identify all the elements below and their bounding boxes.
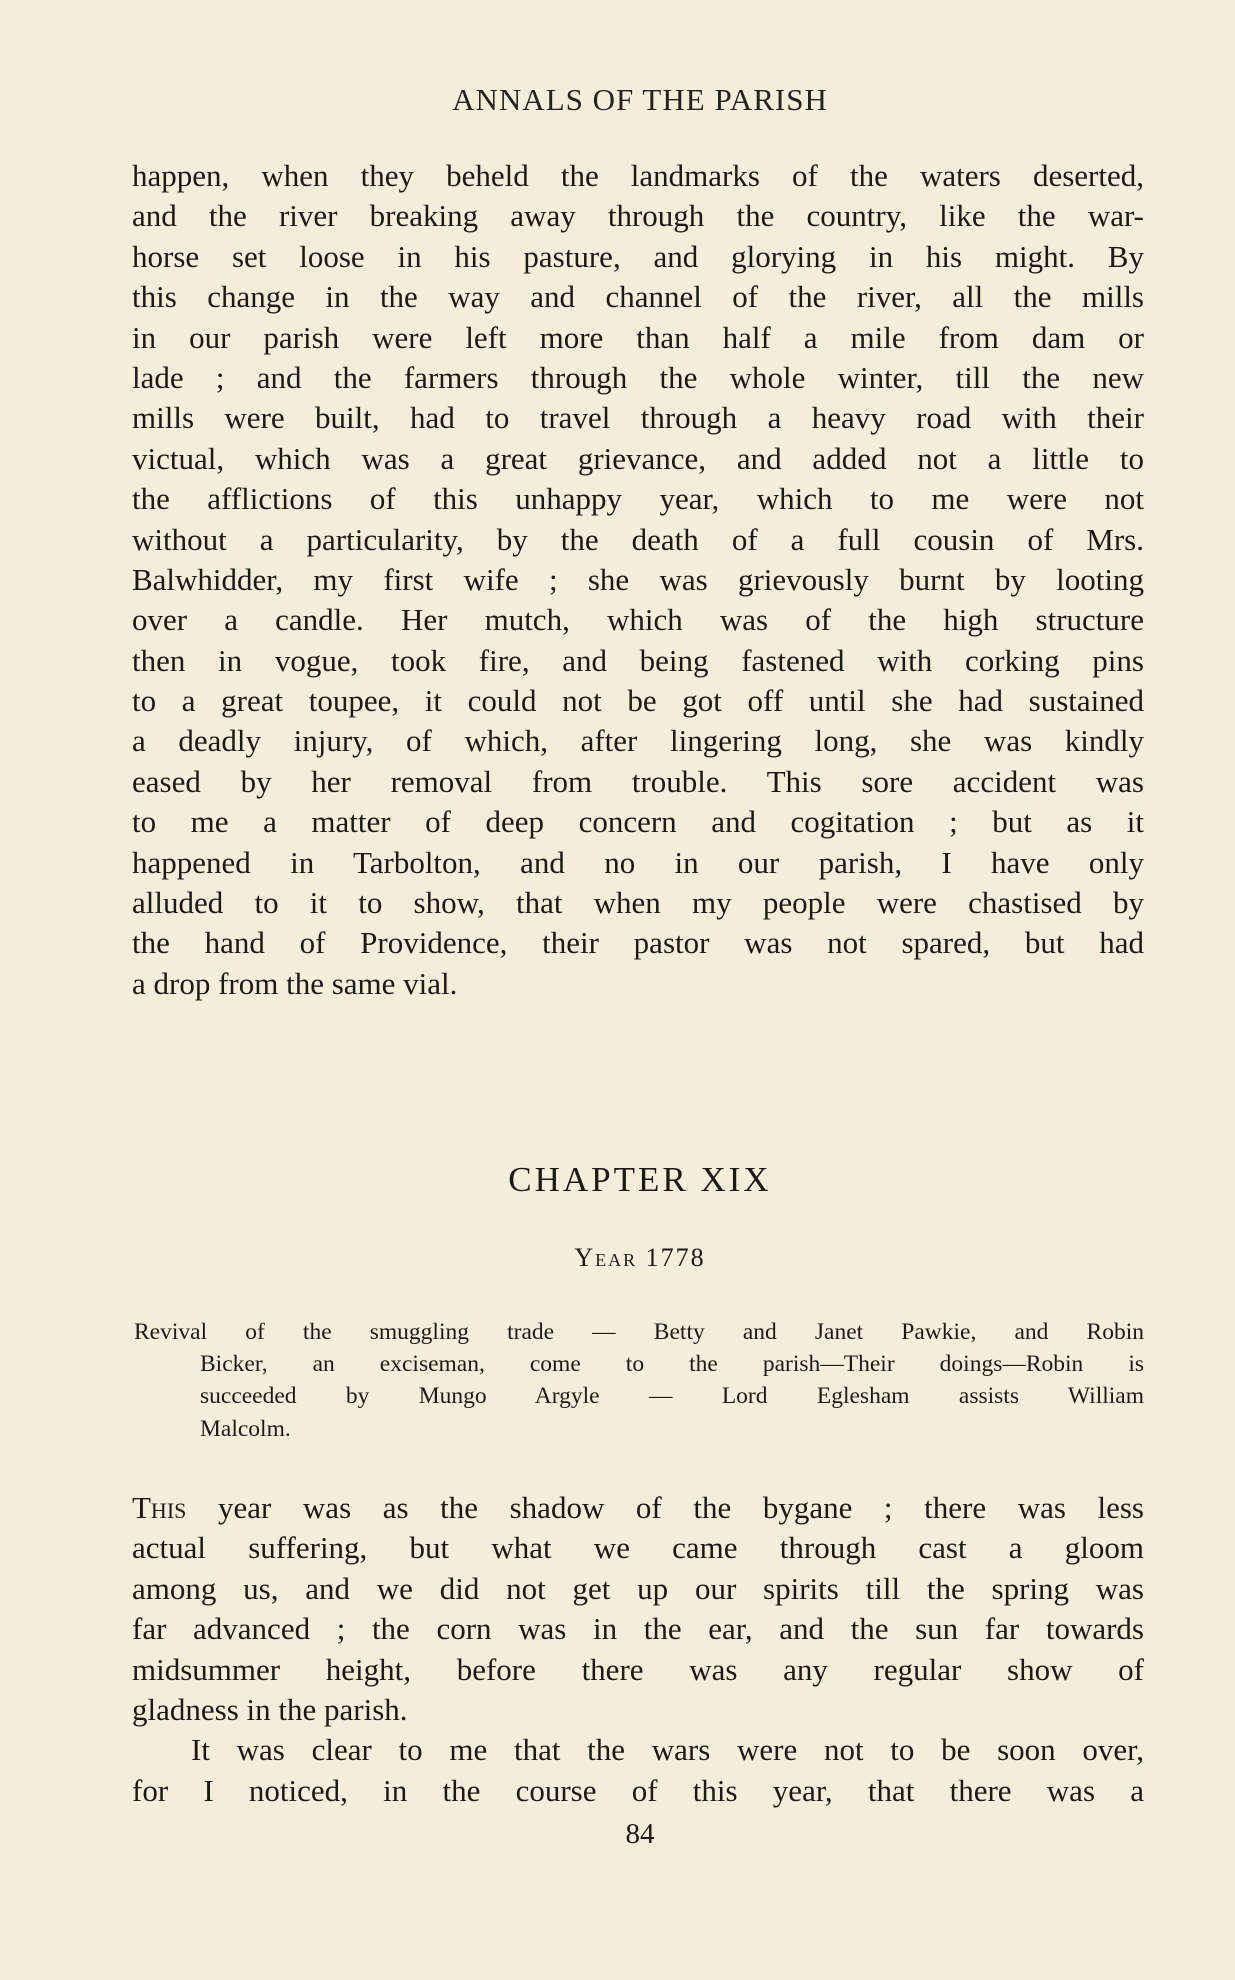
small-caps-lead: This: [132, 1490, 187, 1525]
chapter-title: CHAPTER XIX: [508, 1160, 772, 1199]
summary-line: Revival of the smuggling trade — Betty and Janet Pawkie, and Robin: [134, 1319, 1144, 1345]
body-line: to a great toupee, it could not be got off until she had sustained: [132, 683, 1144, 719]
body-line: without a particularity, by the death of a full cousin of Mrs.: [132, 521, 1144, 557]
body-line: alluded to it to show, that when my people were chastised by: [132, 885, 1144, 921]
body-line: eased by her removal from trouble. This sore accident was: [132, 763, 1144, 799]
body-line: midsummer height, before there was any regular show of: [132, 1651, 1144, 1687]
body-line: then in vogue, took fire, and being fastened with corking pins: [132, 642, 1144, 678]
body-line: for I noticed, in the course of this year, that there was a: [132, 1772, 1144, 1808]
body-line: the hand of Providence, their pastor was not spared, but had: [132, 925, 1144, 961]
body-line: a drop from the same vial.: [132, 965, 458, 1001]
body-line: happen, when they beheld the landmarks of the waters deserted,: [132, 158, 1144, 193]
body-line: far advanced ; the corn was in the ear, and the sun far towards: [132, 1611, 1144, 1647]
running-head: ANNALS OF THE PARISH: [452, 82, 828, 117]
body-line: horse set loose in his pasture, and glorying in his might. By: [132, 238, 1144, 274]
body-line: the afflictions of this unhappy year, which to me were not: [132, 481, 1144, 517]
body-line: lade ; and the farmers through the whole winter, till the new: [132, 359, 1144, 395]
body-line: among us, and we did not get up our spirits till the spring was: [132, 1570, 1144, 1606]
body-line: in our parish were left more than half a mile from dam or: [132, 319, 1144, 355]
chapter-summary: [134, 1316, 1144, 1445]
body-line: happened in Tarbolton, and no in our parish, I have only: [132, 844, 1144, 880]
body-line: gladness in the parish.: [132, 1691, 408, 1727]
body-text-top: [132, 156, 1144, 1004]
summary-line: Bicker, an exciseman, come to the parish—Their doings—Robin is: [200, 1351, 1144, 1378]
body-line: It was clear to me that the wars were not to be soon over,: [191, 1732, 1144, 1768]
summary-line: succeeded by Mungo Argyle — Lord Eglesham assists William: [200, 1383, 1144, 1410]
body-line: mills were built, had to travel through a heavy road with their: [132, 400, 1144, 436]
body-line: to me a matter of deep concern and cogitation ; but as it: [132, 804, 1144, 840]
year-heading: Year 1778: [574, 1243, 706, 1272]
summary-line: Malcolm.: [200, 1415, 291, 1442]
body-line: a deadly injury, of which, after lingering long, she was kindly: [132, 723, 1144, 759]
chapter-body: [132, 1488, 1144, 1811]
body-line: and the river breaking away through the country, like the war-: [132, 198, 1144, 234]
body-line: this change in the way and channel of the river, all the mills: [132, 279, 1144, 315]
body-line: [132, 1488, 1144, 1528]
page-number: 84: [625, 1818, 655, 1850]
body-line: actual suffering, but what we came through cast a gloom: [132, 1530, 1144, 1566]
body-line-text: year was as the shadow of the bygane ; there was less: [186, 1490, 1144, 1525]
body-line: victual, which was a great grievance, and added not a little to: [132, 440, 1144, 476]
body-line: Balwhidder, my first wife ; she was grievously burnt by looting: [132, 561, 1144, 597]
body-line: over a candle. Her mutch, which was of the high structure: [132, 602, 1144, 638]
